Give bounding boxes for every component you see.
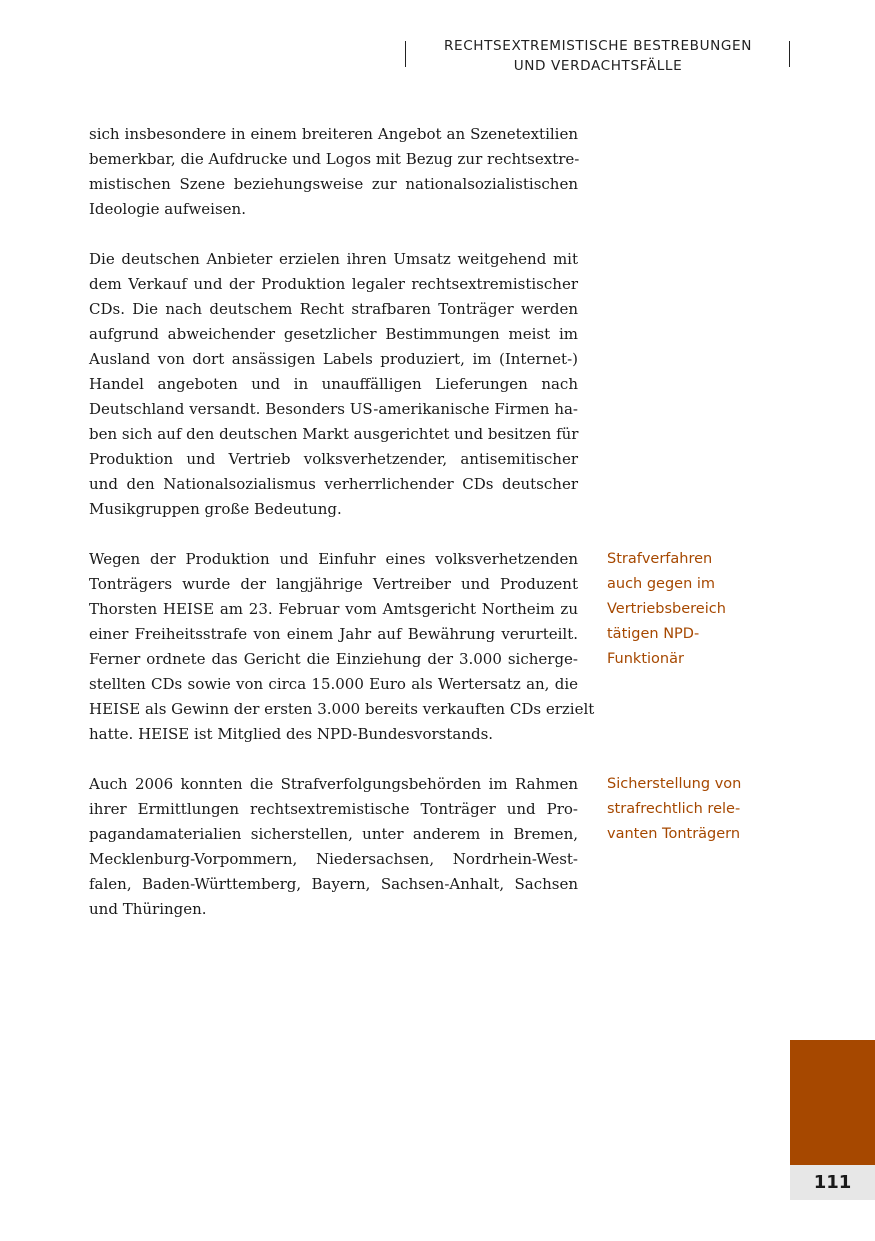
text-line: dem Verkauf und der Produktion legaler rechtsextremistischer — [89, 275, 578, 293]
text-line: Handel angeboten und in unauffälligen Lieferungen nach — [89, 375, 578, 393]
margin-note-line: auch gegen im — [607, 576, 716, 592]
header-divider-left — [405, 41, 406, 67]
text-line: bemerkbar, die Aufdrucke und Logos mit Bezug zur rechtsextre- — [89, 150, 580, 168]
text-line: Deutschland versandt. Besonders US-amerikanische Firmen ha- — [89, 400, 578, 418]
running-header — [410, 36, 786, 76]
text-line: HEISE als Gewinn der ersten 3.000 bereits verkauften CDs erzielt — [89, 700, 595, 718]
text-line: Mecklenburg-Vorpommern, Niedersachsen, Nordrhein-West- — [89, 850, 578, 868]
text-line: ihrer Ermittlungen rechtsextremistische Tonträger und Pro- — [89, 800, 578, 818]
text-line: mistischen Szene beziehungsweise zur nationalsozialistischen — [89, 175, 578, 193]
paragraph-1 — [89, 122, 578, 222]
text-line: Musikgruppen große Bedeutung. — [89, 500, 342, 518]
margin-note-line: Sicherstellung von — [607, 776, 742, 792]
text-line: Tonträgers wurde der langjährige Vertreiber und Produzent — [89, 575, 578, 593]
margin-note-line: strafrechtlich rele- — [607, 801, 741, 817]
text-line: und den Nationalsozialismus verherrlichender CDs deutscher — [89, 475, 578, 493]
margin-note-strafverfahren — [607, 547, 787, 672]
header-divider-right — [789, 41, 790, 67]
paragraph-2 — [89, 247, 578, 522]
text-line: ben sich auf den deutschen Markt ausgerichtet und besitzen für — [89, 425, 579, 443]
running-header-line-1: RECHTSEXTREMISTISCHE BESTREBUNGEN — [443, 38, 753, 54]
margin-note-line: vanten Tonträgern — [607, 826, 741, 842]
margin-note-line: Funktionär — [607, 651, 684, 667]
page-number: 111 — [790, 1165, 875, 1200]
text-line: sich insbesondere in einem breiteren Angebot an Szenetextilien — [89, 125, 578, 143]
text-line: aufgrund abweichender gesetzlicher Bestimmungen meist im — [89, 325, 578, 343]
text-line: Ideologie aufweisen. — [89, 200, 246, 218]
text-line: pagandamaterialien sicherstellen, unter anderem in Bremen, — [89, 825, 578, 843]
paragraph-3 — [89, 547, 595, 747]
text-line: stellten CDs sowie von circa 15.000 Euro als Wertersatz an, die — [89, 675, 578, 693]
margin-note-line: tätigen NPD- — [607, 626, 700, 642]
text-line: Produktion und Vertrieb volksverhetzender, antisemitischer — [89, 450, 578, 468]
text-line: einer Freiheitsstrafe von einem Jahr auf Bewährung verurteilt. — [89, 625, 578, 643]
text-line: Ausland von dort ansässigen Labels produziert, im (Internet-) — [89, 350, 578, 368]
paragraph-4 — [89, 772, 578, 922]
margin-note-line: Vertriebsbereich — [607, 601, 726, 617]
text-line: hatte. HEISE ist Mitglied des NPD-Bundesvorstands. — [89, 725, 494, 743]
text-line: und Thüringen. — [89, 900, 207, 918]
text-line: Thorsten HEISE am 23. Februar vom Amtsgericht Northeim zu — [89, 600, 578, 618]
text-line: falen, Baden-Württemberg, Bayern, Sachsen-Anhalt, Sachsen — [89, 875, 578, 893]
text-line: Wegen der Produktion und Einfuhr eines volksverhetzenden — [89, 550, 578, 568]
body-text — [89, 122, 595, 947]
text-line: Auch 2006 konnten die Strafverfolgungsbehörden im Rahmen — [89, 775, 578, 793]
text-line: Die deutschen Anbieter erzielen ihren Umsatz weitgehend mit — [89, 250, 578, 268]
margin-note-line: Strafverfahren — [607, 551, 713, 567]
text-line: Ferner ordnete das Gericht die Einziehung der 3.000 sicherge- — [89, 650, 578, 668]
text-line: CDs. Die nach deutschem Recht strafbaren Tonträger werden — [89, 300, 578, 318]
running-header-line-2: UND VERDACHTSFÄLLE — [513, 58, 683, 74]
margin-note-sicherstellung — [607, 772, 787, 847]
chapter-side-tab — [790, 1040, 875, 1165]
